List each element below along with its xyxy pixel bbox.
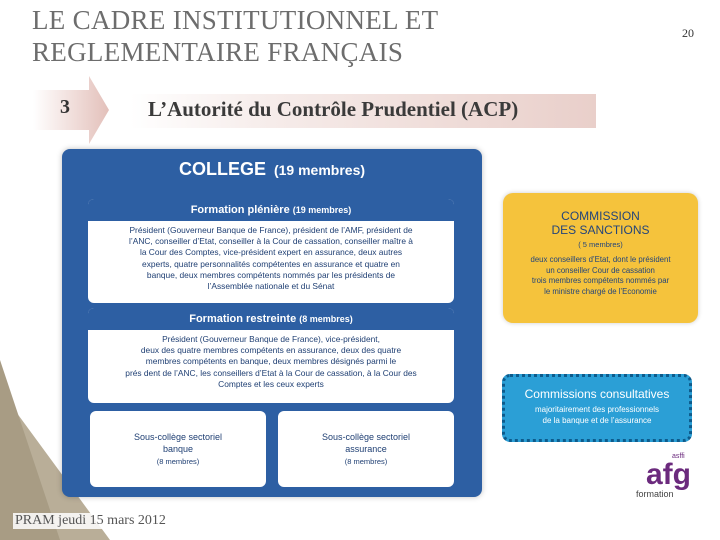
- college-title: COLLEGE: [178, 159, 266, 179]
- formation-pleniere-card: [88, 199, 454, 303]
- restreinte-line: Comptes et les ceux experts: [218, 378, 324, 389]
- consultatives-body: [505, 404, 689, 426]
- restreinte-line: deux des quatre membres compétents en assurance, deux des quatre: [140, 345, 402, 356]
- restreinte-line: prés dent de l’ANC, les conseillers d’Etat à la Cour de cassation, à la Cour des: [125, 367, 417, 378]
- formation-pleniere-header: [88, 199, 454, 223]
- restreinte-line: Président (Gouverneur Banque de France), vice-président,: [162, 334, 380, 344]
- logo-sub: formation: [636, 489, 674, 499]
- slide-title: [32, 4, 592, 68]
- subtitle-text: L’Autorité du Contrôle Prudentiel (ACP): [148, 97, 519, 121]
- sanctions-line: trois membres compétents nommés par: [531, 276, 670, 285]
- logo-word: afg: [646, 458, 691, 491]
- formation-restreinte-body: [88, 332, 454, 392]
- sous-assurance-line1: Sous-collège sectoriel: [321, 432, 411, 442]
- subtitle-banner: [130, 94, 596, 128]
- consultatives-title: Commissions consultatives: [524, 387, 670, 401]
- commission-sanctions-box: [503, 193, 698, 323]
- afg-formation-logo: [632, 450, 714, 502]
- college-members: (19 membres): [273, 162, 366, 178]
- footer-text: PRAM jeudi 15 mars 2012: [15, 513, 166, 528]
- logo-sup: asffi: [672, 453, 685, 460]
- formation-restreinte-card: [88, 308, 454, 403]
- college-header: [62, 149, 482, 189]
- pleniere-line: banque, deux membres compétents nommés par les présidents de: [146, 269, 396, 280]
- commissions-consultatives-box: [502, 374, 692, 442]
- section-arrow-icon: [33, 76, 109, 144]
- formation-restreinte-members: (8 membres): [299, 314, 353, 324]
- section-number: 3: [60, 96, 70, 118]
- sous-college-banque: [90, 411, 266, 487]
- sanctions-members: ( 5 membres): [578, 240, 623, 249]
- pleniere-line: experts, quatre personnalités compétentes en assurance et quatre en: [142, 258, 400, 269]
- pleniere-line: la Cour des Comptes, vice-président expert en assurance, deux autres: [139, 247, 403, 258]
- formation-restreinte-header: [88, 308, 454, 332]
- sanctions-title-line2: DES SANCTIONS: [551, 223, 650, 237]
- sous-banque-line1: Sous-collège sectoriel: [133, 432, 223, 442]
- pleniere-line: l’Assemblée nationale et du Sénat: [207, 281, 335, 292]
- sous-assurance-line2: assurance: [345, 444, 387, 454]
- formation-pleniere-title: Formation plénière: [190, 204, 290, 216]
- formation-pleniere-members: (19 membres): [292, 205, 352, 215]
- sanctions-title: [503, 209, 698, 237]
- page-number: 20: [682, 26, 694, 40]
- formation-pleniere-body: [88, 223, 454, 294]
- sanctions-title-line1: COMMISSION: [561, 209, 640, 223]
- sanctions-line: le ministre chargé de l’Economie: [544, 286, 657, 296]
- sanctions-line: un conseiller Cour de cassation: [546, 265, 655, 275]
- formation-restreinte-title: Formation restreinte: [189, 313, 297, 325]
- sous-banque-line2: banque: [162, 444, 194, 454]
- pleniere-line: l’ANC, conseiller d’Etat, conseiller à la Cour de cassation, conseiller maître à: [129, 236, 413, 247]
- consultatives-line2: de la banque et de l’assurance: [542, 416, 652, 425]
- sous-assurance-members: (8 membres): [344, 457, 388, 466]
- consultatives-line1: majoritairement des professionnels: [534, 405, 660, 414]
- slide-title-line2: REGLEMENTAIRE FRANÇAIS: [32, 37, 404, 67]
- sous-college-assurance: [278, 411, 454, 487]
- sanctions-body: [503, 255, 698, 297]
- pleniere-line: Président (Gouverneur Banque de France), président de l’AMF, président de: [129, 225, 413, 235]
- slide-title-line1: LE CADRE INSTITUTIONNEL ET: [32, 5, 439, 35]
- college-panel: [62, 149, 482, 497]
- restreinte-line: membres compétents en banque, deux membres désignés parmi le: [145, 356, 397, 367]
- sous-banque-members: (8 membres): [156, 457, 200, 466]
- sanctions-line: deux conseillers d’Etat, dont le président: [530, 255, 671, 264]
